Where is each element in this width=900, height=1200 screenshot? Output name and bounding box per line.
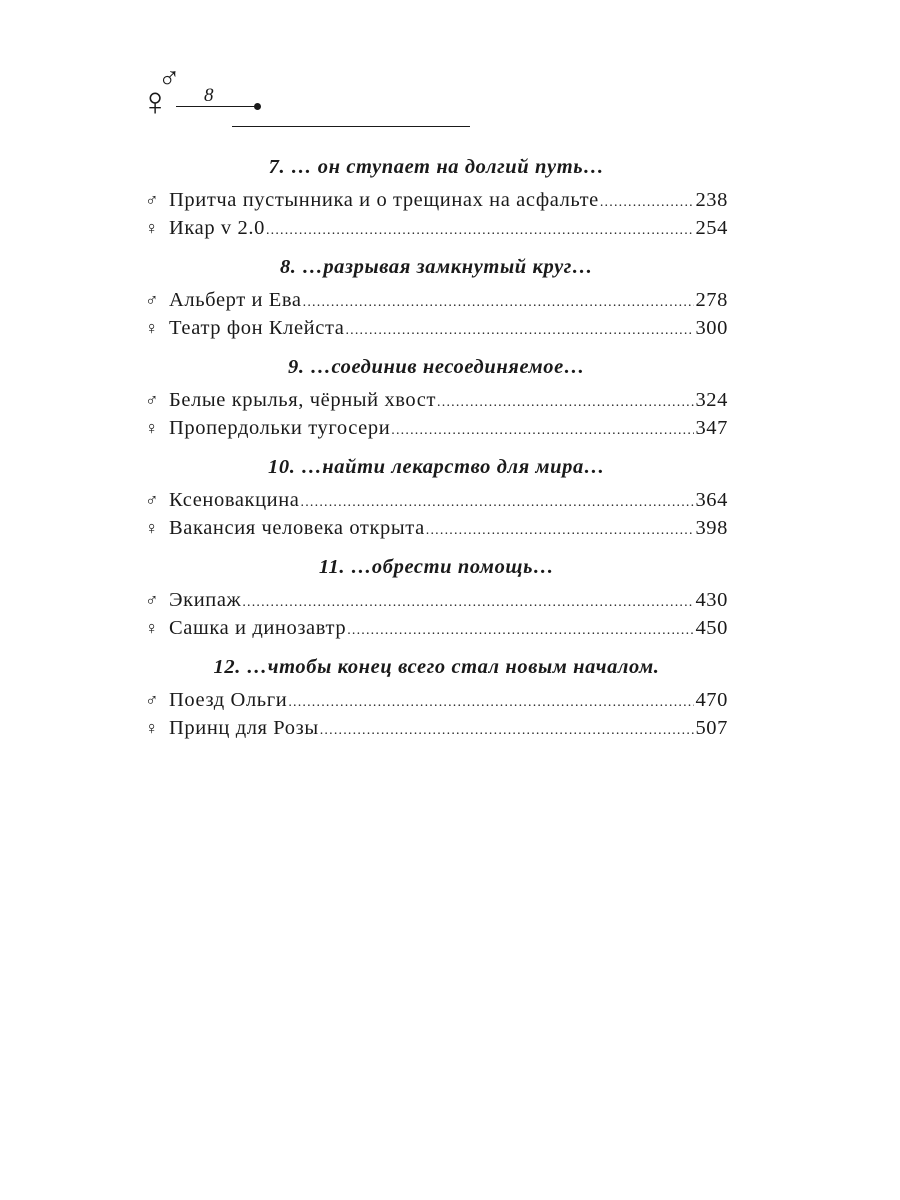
- entry-page: 470: [695, 689, 728, 711]
- dot-leader: [320, 717, 695, 745]
- header-rule-short: [176, 106, 256, 107]
- toc-entry[interactable]: [145, 314, 728, 342]
- toc-entry[interactable]: [145, 286, 728, 314]
- entry-page: 254: [695, 217, 728, 239]
- entry-title: Притча пустынника и о трещинах на асфальте: [169, 189, 599, 211]
- dot-leader: [347, 617, 694, 645]
- dot-leader: [600, 189, 695, 217]
- entry-page: 347: [695, 417, 728, 439]
- entry-title: Принц для Розы: [169, 717, 319, 739]
- entry-title: Сашка и динозавтр: [169, 617, 347, 639]
- toc-section-7: [145, 152, 728, 242]
- header-rule-long: [232, 126, 470, 127]
- entry-title: Театр фон Клейста: [169, 317, 345, 339]
- section-title: 8. …разрывая замкнутый круг…: [279, 256, 594, 278]
- page-number: 8: [204, 85, 214, 106]
- section-title: 10. …найти лекарство для мира…: [268, 456, 605, 478]
- entry-title: Экипаж: [169, 589, 242, 611]
- toc-entry[interactable]: [145, 686, 728, 714]
- male-symbol-icon: ♂: [145, 390, 160, 410]
- entry-page: 450: [695, 617, 728, 639]
- toc-section-11: [145, 552, 728, 642]
- male-symbol-icon: ♂: [145, 190, 160, 210]
- dot-leader: [391, 417, 694, 445]
- toc-entry[interactable]: [145, 514, 728, 542]
- entry-title: Белые крылья, чёрный хвост: [169, 389, 437, 411]
- entry-title: Поезд Ольги: [169, 689, 288, 711]
- female-symbol-icon: ♀: [145, 418, 160, 438]
- male-symbol-icon: ♂: [145, 490, 160, 510]
- female-symbol-icon: ♀: [145, 618, 160, 638]
- toc-entry[interactable]: [145, 486, 728, 514]
- female-symbol-icon: ♀: [145, 218, 160, 238]
- toc-section-9: [145, 352, 728, 442]
- entry-page: 278: [695, 289, 728, 311]
- entry-title: Икар v 2.0: [169, 217, 265, 239]
- section-title: 11. …обрести помощь…: [318, 556, 555, 578]
- entry-page: 324: [695, 389, 728, 411]
- dot-leader: [345, 317, 694, 345]
- entry-title: Альберт и Ева: [169, 289, 302, 311]
- dot-leader: [242, 589, 694, 617]
- entry-title: Вакансия человека открыта: [169, 517, 425, 539]
- entry-title: Ксеновакцина: [169, 489, 300, 511]
- section-title: 12. …чтобы конец всего стал новым началом.: [213, 656, 660, 678]
- dot-leader: [266, 217, 695, 245]
- dot-leader: [303, 289, 695, 317]
- male-symbol-icon: ♂: [145, 290, 160, 310]
- male-symbol-icon: ♂: [145, 690, 160, 710]
- dot-leader: [437, 389, 694, 417]
- female-symbol-icon: ♀: [140, 79, 170, 124]
- male-symbol-icon: ♂: [158, 62, 181, 95]
- toc-section-8: [145, 252, 728, 342]
- dot-leader: [288, 689, 694, 717]
- header-rule-dot: [254, 103, 261, 110]
- toc-entry[interactable]: [145, 386, 728, 414]
- male-symbol-icon: ♂: [145, 590, 160, 610]
- toc-entry[interactable]: [145, 186, 728, 214]
- entry-page: 507: [695, 717, 728, 739]
- toc-entry[interactable]: [145, 214, 728, 242]
- entry-page: 300: [695, 317, 728, 339]
- toc-section-12: [145, 652, 728, 742]
- dot-leader: [301, 489, 695, 517]
- entry-page: 398: [695, 517, 728, 539]
- toc-entry[interactable]: [145, 614, 728, 642]
- entry-page: 430: [695, 589, 728, 611]
- entry-page: 364: [695, 489, 728, 511]
- female-symbol-icon: ♀: [145, 318, 160, 338]
- page-header: [140, 64, 480, 144]
- toc-section-10: [145, 452, 728, 542]
- toc-entry[interactable]: [145, 586, 728, 614]
- section-title: 9. …соединив несоединяемое…: [288, 356, 585, 378]
- entry-title: Пропердольки тугосери: [169, 417, 391, 439]
- section-title: 7. … он ступает на долгий путь…: [268, 156, 605, 178]
- toc-entry[interactable]: [145, 414, 728, 442]
- dot-leader: [426, 517, 695, 545]
- entry-page: 238: [695, 189, 728, 211]
- female-symbol-icon: ♀: [145, 518, 160, 538]
- female-symbol-icon: ♀: [145, 718, 160, 738]
- table-of-contents: [145, 152, 728, 752]
- toc-entry[interactable]: [145, 714, 728, 742]
